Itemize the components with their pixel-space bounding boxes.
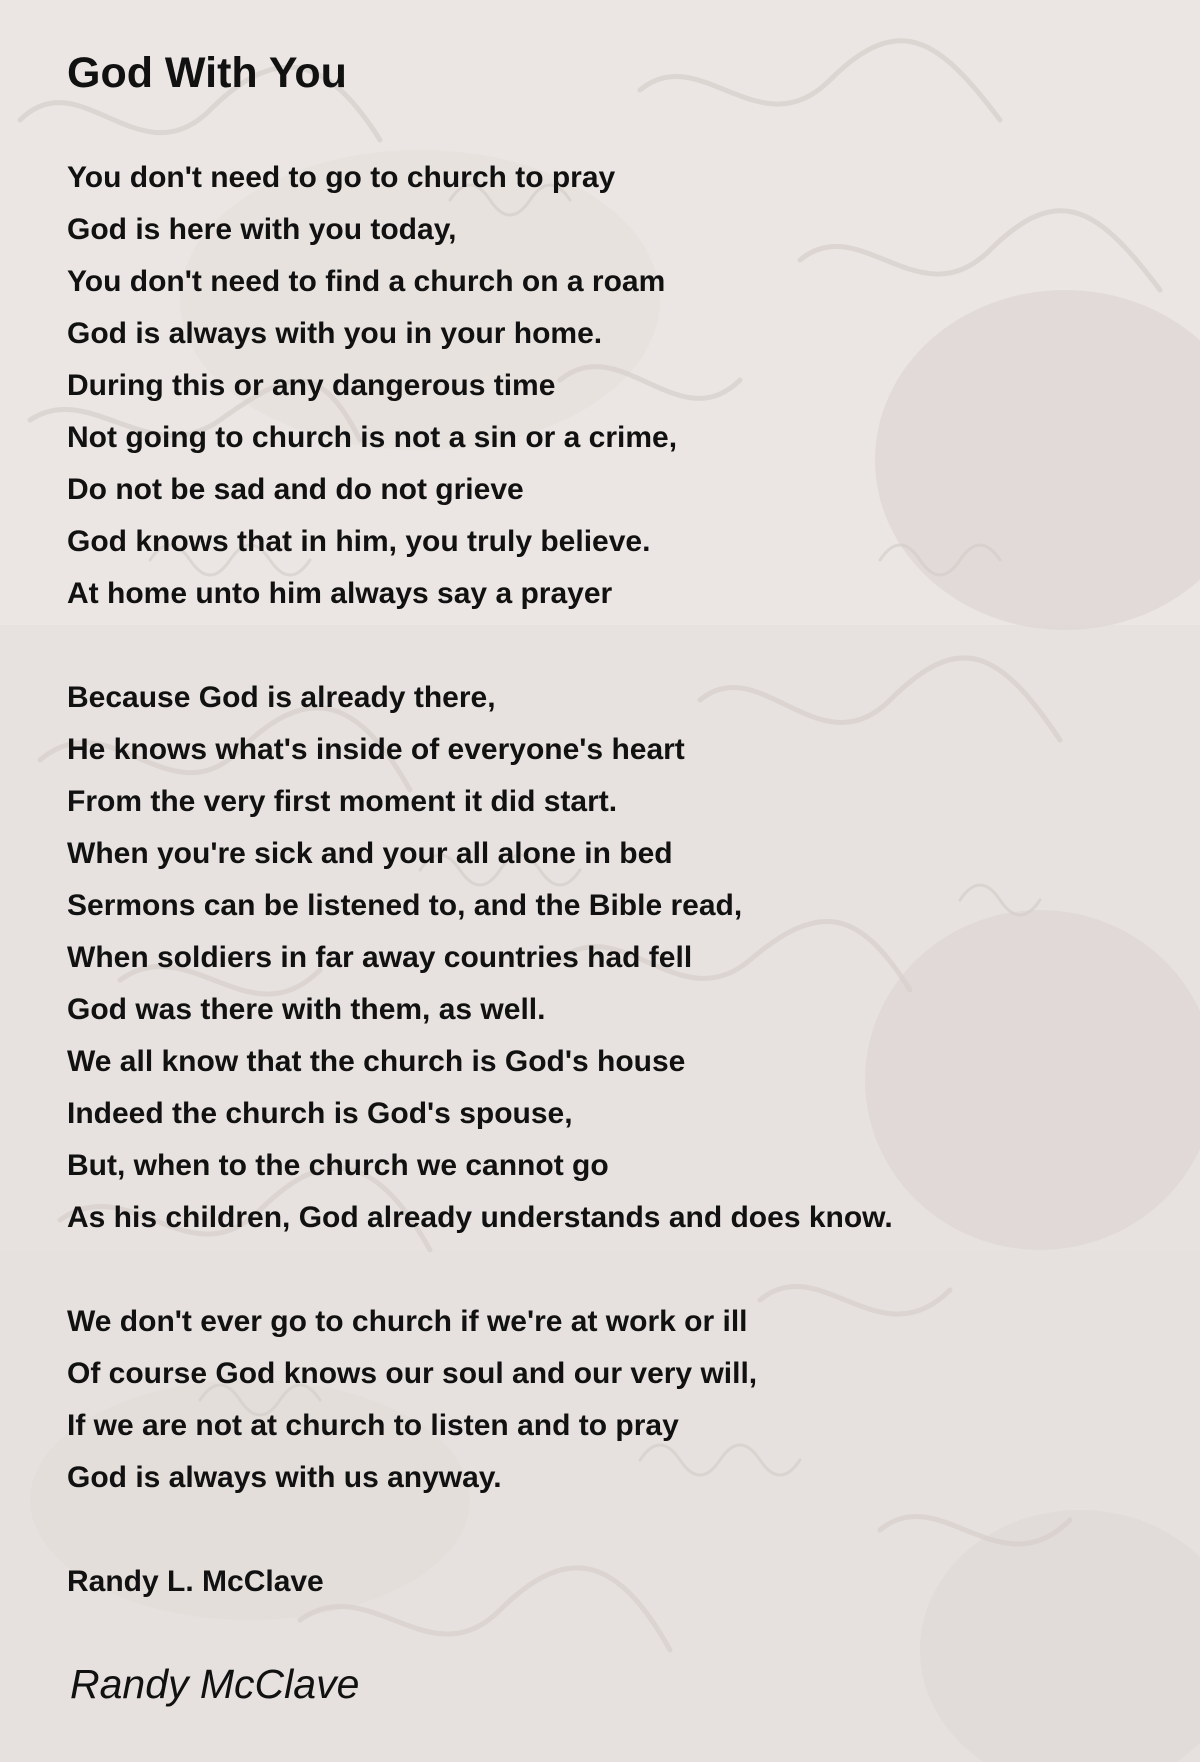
poem-line: God was there with them, as well. (67, 993, 546, 1026)
poem-line: Not going to church is not a sin or a crime, (67, 421, 678, 454)
poem-line: When you're sick and your all alone in bed (67, 837, 673, 870)
poem-line: He knows what's inside of everyone's heart (67, 733, 685, 766)
poem-line: God knows that in him, you truly believe. (67, 525, 651, 558)
poem-line: You don't need to go to church to pray (67, 161, 616, 194)
poem-line: Randy L. McClave (67, 1565, 324, 1598)
poem-line: From the very first moment it did start. (67, 785, 618, 818)
poem-line: You don't need to find a church on a roam (67, 265, 666, 298)
poem-body (67, 152, 893, 1608)
poem-line: At home unto him always say a prayer (67, 577, 613, 610)
stanza-break (67, 1244, 893, 1296)
poem-line: Do not be sad and do not grieve (67, 473, 524, 506)
author-signature: Randy McClave (70, 1661, 360, 1707)
poem-line: As his children, God already understands and does know. (67, 1201, 893, 1234)
stanza-break (67, 1504, 893, 1556)
poem-line: During this or any dangerous time (67, 369, 556, 402)
poem-line: God is always with us anyway. (67, 1461, 502, 1494)
poem-line: But, when to the church we cannot go (67, 1149, 609, 1182)
poem-line: Indeed the church is God's spouse, (67, 1097, 573, 1130)
poem-title: God With You (67, 49, 347, 97)
stanza-break (67, 620, 893, 672)
poem-line: When soldiers in far away countries had fell (67, 941, 693, 974)
poem-line: God is here with you today, (67, 213, 457, 246)
poem-line: We all know that the church is God's house (67, 1045, 686, 1078)
poem-line: Of course God knows our soul and our very will, (67, 1357, 758, 1390)
poem-line: We don't ever go to church if we're at work or ill (67, 1305, 748, 1338)
poem-line: Because God is already there, (67, 681, 496, 714)
poem-line: If we are not at church to listen and to pray (67, 1409, 679, 1442)
poem-line: Sermons can be listened to, and the Bible read, (67, 889, 743, 922)
poem-line: God is always with you in your home. (67, 317, 603, 350)
